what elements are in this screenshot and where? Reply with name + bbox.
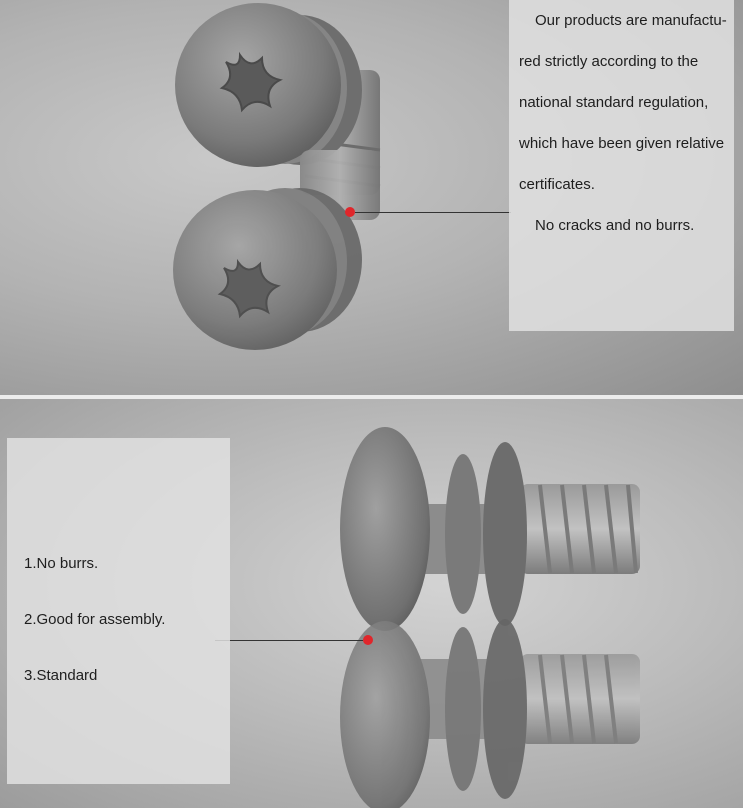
callout-line: which have been given relative — [519, 135, 725, 152]
marker-dot-bottom — [363, 635, 373, 645]
callout-line: certificates. — [519, 176, 595, 193]
feature-item: 1.No burrs. — [24, 555, 99, 572]
screw-reflection — [173, 150, 380, 350]
leader-line-bottom — [215, 640, 363, 641]
leader-line-top — [355, 212, 511, 213]
top-product-panel — [0, 0, 743, 395]
callout-line: national standard regulation, — [519, 94, 709, 111]
callout-line: No cracks and no burrs. — [535, 217, 695, 234]
screw-side-view — [340, 427, 640, 631]
marker-dot-top — [345, 207, 355, 217]
bottom-product-panel — [0, 399, 743, 808]
top-text-callout — [509, 0, 734, 331]
callout-line: red strictly according to the — [519, 53, 699, 70]
feature-item: 2.Good for assembly. — [24, 611, 166, 628]
feature-item: 3.Standard — [24, 667, 98, 684]
bottom-text-callout — [7, 438, 230, 784]
screw-side-reflection — [340, 619, 640, 808]
callout-line: Our products are manufactu- — [535, 12, 727, 29]
